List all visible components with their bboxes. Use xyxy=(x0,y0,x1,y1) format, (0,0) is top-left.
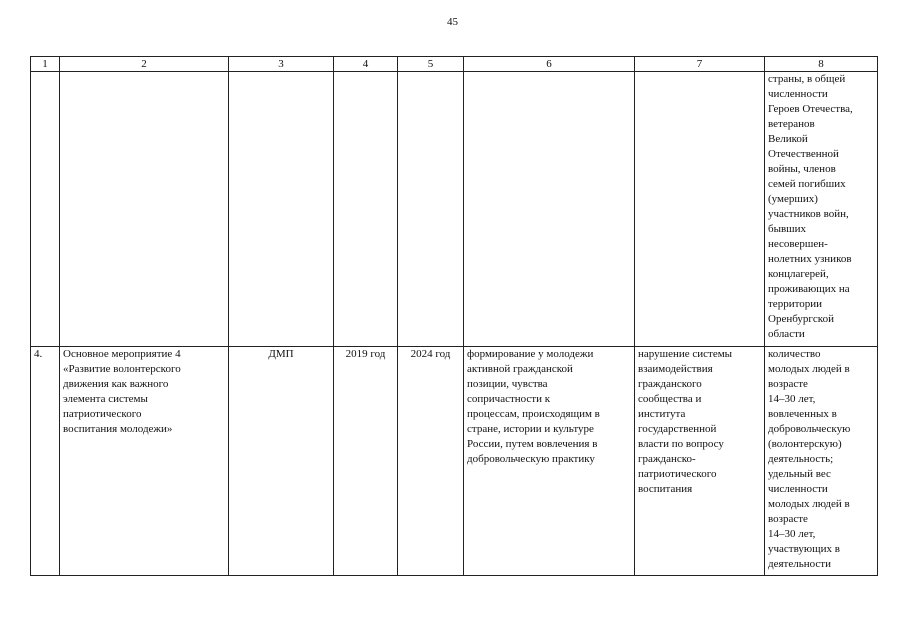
cell-end-year: 2024 год xyxy=(398,347,464,576)
page-number: 45 xyxy=(447,16,458,28)
cell-consequences: нарушение системы взаимодействия гражданского сообщества и института государственной власти по вопросу гражданско- патриотического воспитания xyxy=(635,347,765,576)
column-header-8: 8 xyxy=(765,57,878,72)
cell-empty xyxy=(464,72,635,347)
cell-empty xyxy=(635,72,765,347)
cell-empty xyxy=(60,72,229,347)
cell-empty xyxy=(334,72,398,347)
program-table xyxy=(30,56,878,576)
column-header-5: 5 xyxy=(398,57,464,72)
cell-start-year: 2019 год xyxy=(334,347,398,576)
column-header-4: 4 xyxy=(334,57,398,72)
cell-executor: ДМП xyxy=(229,347,334,576)
column-header-1: 1 xyxy=(31,57,60,72)
table-header-row xyxy=(31,57,878,72)
cell-activity-name: Основное мероприятие 4 «Развитие волонтерского движения как важного элемента системы патриотического воспитания молодежи» xyxy=(60,347,229,576)
cell-empty xyxy=(398,72,464,347)
column-header-7: 7 xyxy=(635,57,765,72)
cell-expected-result: формирование у молодежи активной гражданской позиции, чувства сопричастности к процессам, происходящим в стране, истории и культуре России, путем вовлечения в добровольческую практику xyxy=(464,347,635,576)
cell-empty xyxy=(31,72,60,347)
column-header-2: 2 xyxy=(60,57,229,72)
cell-row-number: 4. xyxy=(31,347,60,576)
cell-indicators: количество молодых людей в возрасте 14–30 лет, вовлеченных в добровольческую (волонтерскую) деятельность; удельный вес численности молодых людей в возрасте 14–30 лет, участвующих в деятельности xyxy=(765,347,878,576)
table-row-continuation xyxy=(31,72,878,347)
cell-indicator-continuation: страны, в общей численности Героев Отечества, ветеранов Великой Отечественной войны, членов семей погибших (умерших) участников войн, бывших несовершен- нолетних узников концлагерей, проживающих на территории Оренбургской области xyxy=(765,72,878,347)
column-header-3: 3 xyxy=(229,57,334,72)
column-header-6: 6 xyxy=(464,57,635,72)
cell-empty xyxy=(229,72,334,347)
table-row-4 xyxy=(31,347,878,576)
